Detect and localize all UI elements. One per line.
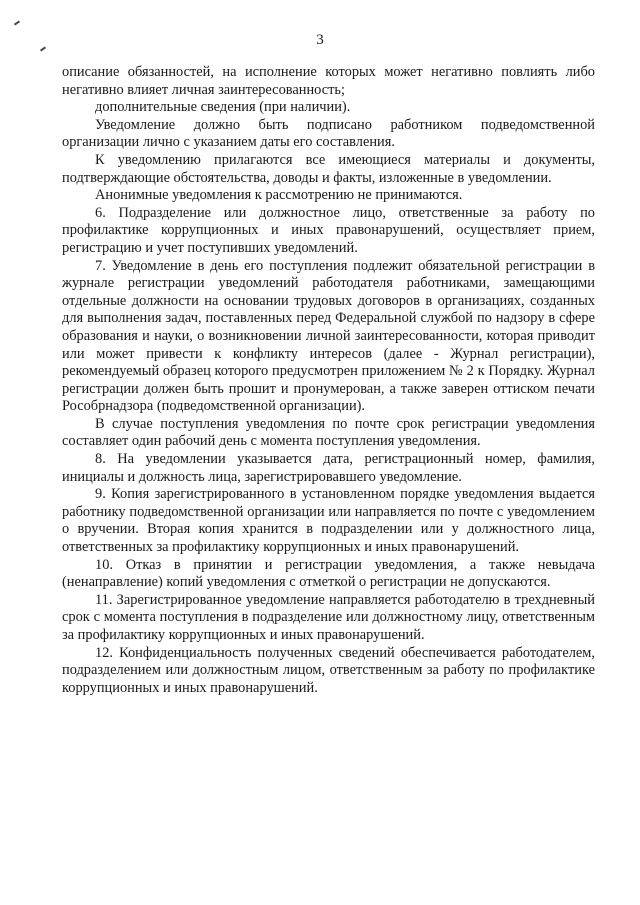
- paragraph: Уведомление должно быть подписано работником подведомственной организации лично с указанием даты его составления.: [62, 116, 595, 151]
- paragraph: описание обязанностей, на исполнение которых может негативно повлиять либо негативно влияет личная заинтересованность;: [62, 64, 595, 98]
- document-body: [62, 64, 595, 697]
- paragraph: 10. Отказ в принятии и регистрации уведомления, а также невыдача (ненаправление) копий уведомления с отметкой о регистрации не допускаются.: [62, 556, 595, 591]
- paragraph: 6. Подразделение или должностное лицо, ответственные за работу по профилактике коррупционных и иных правонарушений, осуществляет прием, регистрацию и учет поступивших уведомлений.: [62, 204, 595, 256]
- paragraph: Анонимные уведомления к рассмотрению не принимаются.: [95, 187, 463, 204]
- paragraph: дополнительные сведения (при наличии).: [95, 99, 351, 116]
- paragraph: 9. Копия зарегистрированного в установленном порядке уведомления выдается работнику подведомственной организации или направляется по почте с уведомлением о вручении. Вторая копия хранится в подразделении или у должностного лица, ответственных за профилактику коррупционных и иных правонарушений.: [62, 486, 595, 556]
- page-number: 3: [316, 32, 324, 48]
- paragraph: В случае поступления уведомления по почте срок регистрации уведомления составляет один рабочий день с момента поступления уведомления.: [62, 415, 595, 450]
- paragraph: 7. Уведомление в день его поступления подлежит обязательной регистрации в журнале регистрации уведомлений работодателя работниками, замещающими отдельные должности на основании трудовых договоров в организациях, созданных для выполнения задач, поставленных перед Федеральной службой по надзору в сфере образования и науки, о возникновении личной заинтересованности, которая приводит или может привести к конфликту интересов (далее - Журнал регистрации), рекомендуемый образец которого предусмотрен приложением № 2 к Порядку. Журнал регистрации должен быть прошит и пронумерован, а также заверен оттиском печати Рособрнадзора (подведомственной организации).: [62, 257, 595, 415]
- scan-speck-top: [14, 20, 20, 25]
- paragraph: 11. Зарегистрированное уведомление направляется работодателю в трехдневный срок с момента поступления в подразделение или должностному лицу, ответственным за профилактику коррупционных и иных правонарушений.: [62, 591, 595, 643]
- paragraph: 8. На уведомлении указывается дата, регистрационный номер, фамилия, инициалы и должность лица, зарегистрировавшего уведомление.: [62, 451, 595, 485]
- paragraph: К уведомлению прилагаются все имеющиеся материалы и документы, подтверждающие обстоятельства, доводы и факты, изложенные в уведомлении.: [62, 151, 595, 186]
- paragraph: 12. Конфиденциальность полученных сведений обеспечивается работодателем, подразделением или должностным лицом, ответственным за работу по профилактике коррупционных и иных правонарушений.: [62, 644, 595, 696]
